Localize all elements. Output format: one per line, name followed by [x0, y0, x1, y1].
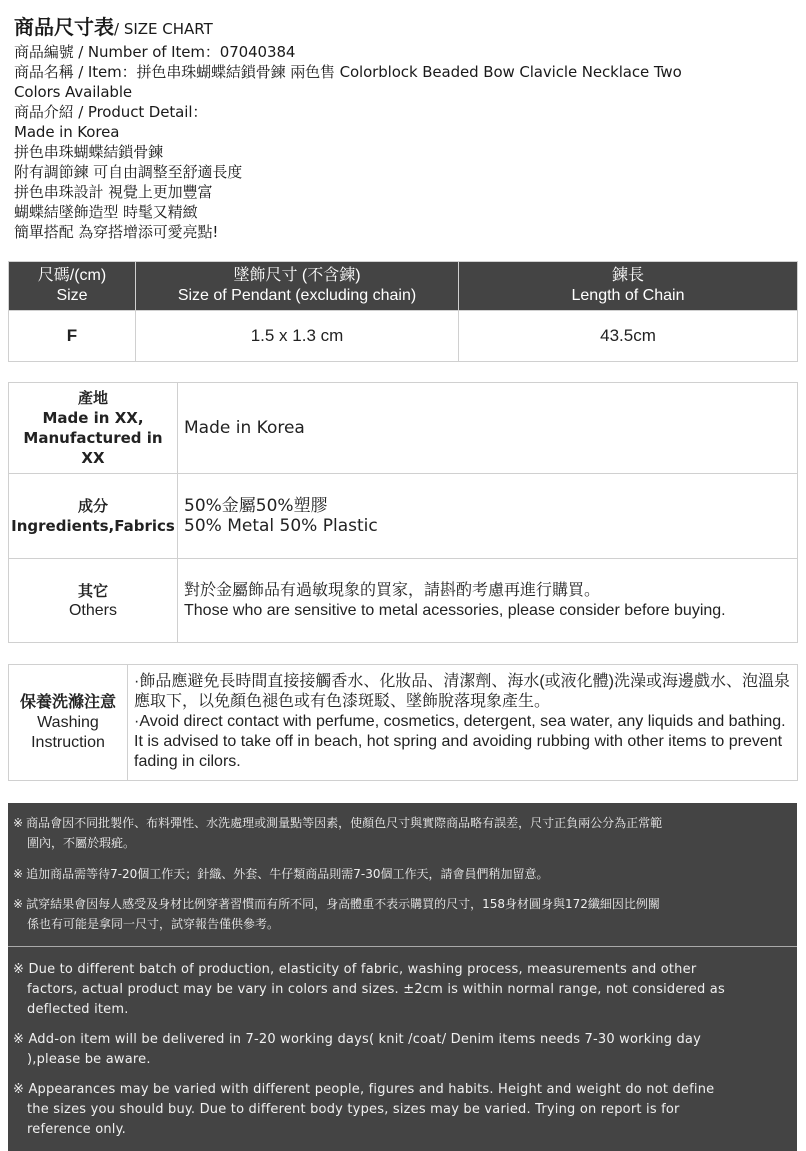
value-others-en: Those who are sensitive to metal acessories, please consider before buying.	[184, 601, 726, 619]
reference-mark-icon: ※	[13, 1032, 25, 1047]
size-table-header	[9, 262, 798, 311]
note-text: 係也有可能是拿同一尺寸，試穿報告僅供參考。	[27, 917, 280, 931]
header-chain-zh: 鍊長	[611, 267, 644, 284]
title-en: / SIZE CHART	[114, 20, 213, 38]
reference-mark-icon: ※	[13, 897, 24, 911]
detail-line: 簡單搭配 為穿搭增添可愛亮點!	[14, 223, 219, 241]
cell-size: F	[9, 311, 136, 362]
label-others-en: Others	[68, 601, 117, 619]
label-ingredients-zh: 成分	[77, 497, 108, 515]
detail-line: 拼色串珠設計 視覺上更加豐富	[14, 183, 213, 201]
detail-line: 附有調節鍊 可自由調整至舒適長度	[14, 163, 243, 181]
header-size-en: Size	[56, 287, 88, 304]
reference-mark-icon: ※	[13, 962, 25, 977]
note-text: ),please be aware.	[27, 1052, 151, 1067]
label-others	[9, 559, 178, 643]
note-text: Due to different batch of production, elasticity of fabric, washing process, measurements and other	[28, 962, 697, 977]
row-others	[9, 559, 798, 643]
value-others	[178, 559, 798, 643]
page-title	[14, 14, 799, 42]
title-zh: 商品尺寸表	[14, 15, 114, 39]
value-washing-en: ·Avoid direct contact with perfume, cosmetics, detergent, sea water, any liquids and bathing. It is advised to take off in beach, hot spring and avoiding rubbing with other items to prevent fading in cilors.	[134, 712, 786, 770]
item-number: 商品編號 / Number of Item：07040384	[14, 43, 296, 61]
reference-mark-icon: ※	[13, 867, 24, 881]
label-washing	[9, 665, 128, 781]
note-text: reference only.	[27, 1122, 126, 1137]
note-zh-3	[13, 894, 793, 934]
note-zh-2	[13, 864, 793, 884]
value-others-zh: 對於金屬飾品有過敏現象的買家，請斟酌考慮再進行購買。	[184, 581, 601, 599]
details-table	[8, 382, 798, 643]
row-origin	[9, 383, 798, 474]
notes-panel	[8, 803, 797, 1151]
label-others-zh: 其它	[77, 581, 108, 600]
note-text: 商品會因不同批製作、布料彈性、水洗處理或測量點等因素，使顏色尺寸與實際商品略有誤差，尺寸正負兩公分為正常範	[26, 816, 663, 830]
note-text: Appearances may be varied with different people, figures and habits. Height and weight do not define	[28, 1082, 715, 1097]
product-intro	[14, 14, 799, 242]
value-washing-zh: ·飾品應避免長時間直接接觸香水、化妝品、清潔劑、海水(或液化體)洗澡或海邊戲水、泡溫泉應取下，以免顏色褪色或有色漆斑駁、墜飾脫落現象產生。	[134, 672, 790, 710]
label-washing-en-1: Washing	[37, 713, 99, 731]
note-text: factors, actual product may be vary in colors and sizes. ±2cm is within normal range, not considered as	[27, 982, 725, 997]
header-chain	[459, 262, 798, 311]
table-row	[9, 311, 798, 362]
note-en-1	[13, 960, 783, 1020]
note-text: 圍內，不屬於瑕疵。	[27, 836, 136, 850]
cell-chain: 43.5cm	[459, 311, 798, 362]
row-washing	[9, 665, 798, 781]
header-size	[9, 262, 136, 311]
header-pendant-en: Size of Pendant (excluding chain)	[177, 287, 417, 304]
note-text: the sizes you should buy. Due to different body types, sizes may be varied. Trying on report is for	[27, 1102, 680, 1117]
note-text: Add-on item will be delivered in 7-20 working days( knit /coat/ Denim items needs 7-30 working day	[28, 1032, 701, 1047]
value-origin: Made in Korea	[178, 383, 798, 474]
value-ingredients-zh: 50%金屬50%塑膠	[184, 496, 328, 516]
note-en-3	[13, 1080, 783, 1140]
label-ingredients-en: Ingredients,Fabrics	[11, 517, 175, 535]
label-origin-en: Made in XX, Manufactured in XX	[23, 409, 163, 467]
size-table	[8, 261, 798, 362]
header-chain-en: Length of Chain	[571, 287, 685, 304]
item-name-line-1: 商品名稱 / Item：拼色串珠蝴蝶結鎖骨鍊 兩色售 Colorblock Beaded Bow Clavicle Necklace Two	[14, 63, 682, 81]
note-text: 追加商品需等待7-20個工作天；針織、外套、牛仔類商品則需7-30個工作天，請會員們稍加留意。	[26, 867, 549, 881]
row-ingredients	[9, 474, 798, 559]
header-pendant	[136, 262, 459, 311]
label-washing-en-2: Instruction	[31, 733, 105, 751]
item-name-line-2: Colors Available	[14, 83, 133, 101]
detail-line: Made in Korea	[14, 123, 120, 141]
header-pendant-zh: 墜飾尺寸 (不含鍊)	[233, 267, 361, 284]
notes-zh	[8, 803, 797, 947]
product-detail-label: 商品介紹 / Product Detail：	[14, 103, 208, 121]
washing-table	[8, 664, 798, 781]
cell-pendant: 1.5 x 1.3 cm	[136, 311, 459, 362]
header-size-zh: 尺碼/(cm)	[37, 267, 107, 284]
label-origin-zh: 產地	[77, 389, 108, 407]
value-ingredients	[178, 474, 798, 559]
note-text: deflected item.	[27, 1002, 129, 1017]
note-text: 試穿結果會因每人感受及身材比例穿著習慣而有所不同，身高體重不表示購買的尺寸，158身材圓身與172纖細因比例關	[26, 897, 660, 911]
detail-line: 蝴蝶結墜飾造型 時髦又精緻	[14, 203, 198, 221]
label-washing-zh: 保養洗滌注意	[19, 693, 116, 711]
value-washing	[128, 665, 798, 781]
value-ingredients-en: 50% Metal 50% Plastic	[184, 516, 378, 536]
reference-mark-icon: ※	[13, 816, 24, 830]
label-origin	[9, 383, 178, 474]
note-en-2	[13, 1030, 783, 1070]
label-ingredients	[9, 474, 178, 559]
note-zh-1	[13, 813, 793, 853]
reference-mark-icon: ※	[13, 1082, 25, 1097]
detail-line: 拼色串珠蝴蝶結鎖骨鍊	[14, 143, 164, 161]
